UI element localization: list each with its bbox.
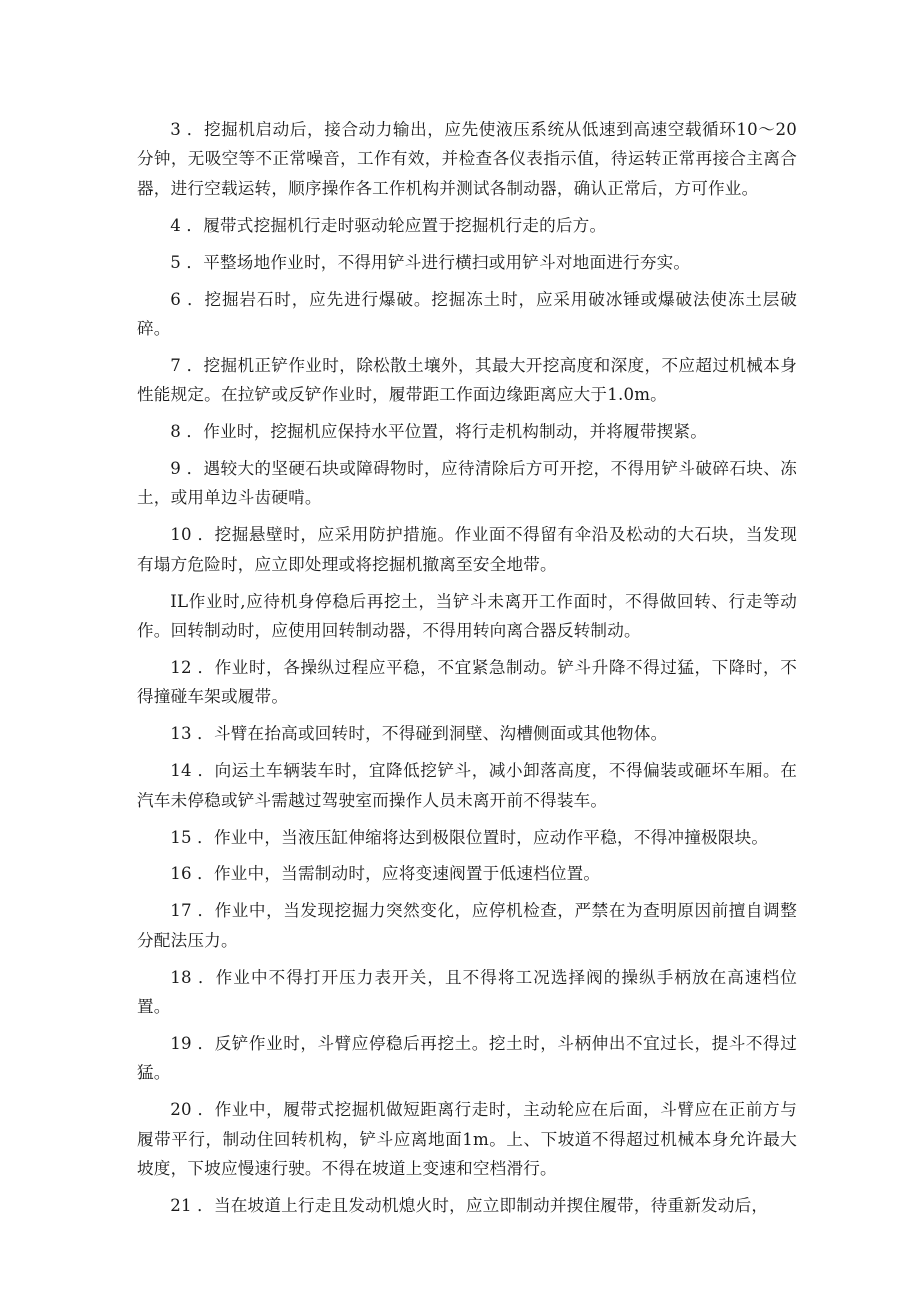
paragraph-item-11: IL作业时,应待机身停稳后再挖土，当铲斗未离开工作面时，不得做回转、行走等动作。回转制动时，应使用回转制动器，不得用转向离合器反转制动。 — [137, 591, 797, 641]
paragraph-item-14: 14 ．向运土车辆装车时，宜降低挖铲斗，减小卸落高度，不得偏装或砸坏车厢。在汽车未停稳或铲斗需越过驾驶室而操作人员未离开前不得装车。 — [137, 761, 797, 810]
paragraph-item-6: 6 ．挖掘岩石时，应先进行爆破。挖掘冻土时，应采用破冰锤或爆破法使冻土层破碎。 — [137, 289, 797, 338]
paragraph-item-15: 15 ．作业中，当液压缸伸缩将达到极限位置时，应动作平稳，不得冲撞极限块。 — [170, 827, 769, 847]
paragraph-item-8: 8 ．作业时，挖掘机应保持水平位置，将行走机构制动，并将履带揳紧。 — [170, 422, 708, 442]
document-body — [137, 115, 797, 1228]
paragraph-item-3: 3 ．挖掘机启动后，接合动力输出，应先使液压系统从低速到高速空载循环10～20分钟，无吸空等不正常噪音，工作有效，并检查各仪表指示值，待运转正常再接合主离合器，进行空载运转，顺序操作各工作机构并测试各制动器，确认正常后，方可作业。 — [137, 120, 797, 198]
paragraph-item-9: 9 ．遇较大的坚硬石块或障碍物时，应待清除后方可开挖，不得用铲斗破碎石块、冻土，或用单边斗齿硬啃。 — [137, 459, 797, 508]
paragraph-item-5: 5 ．平整场地作业时，不得用铲斗进行横扫或用铲斗对地面进行夯实。 — [170, 252, 691, 272]
paragraph-item-7: 7 ．挖掘机正铲作业时，除松散土壤外，其最大开挖高度和深度，不应超过机械本身性能规定。在拉铲或反铲作业时，履带距工作面边缘距离应大于1.0m。 — [137, 355, 797, 405]
paragraph-item-10: 10 ．挖掘悬壁时，应采用防护措施。作业面不得留有伞沿及松动的大石块，当发现有塌方危险时，应立即处理或将挖掘机撤离至安全地带。 — [137, 525, 797, 574]
paragraph-item-12: 12 ．作业时，各操纵过程应平稳，不宜紧急制动。铲斗升降不得过猛，下降时，不得撞碰车架或履带。 — [137, 658, 797, 707]
paragraph-item-19: 19 ．反铲作业时，斗臂应停稳后再挖土。挖土时，斗柄伸出不宜过长，提斗不得过猛。 — [137, 1033, 797, 1083]
paragraph-item-17: 17 ．作业中，当发现挖掘力突然变化，应停机检查，严禁在为查明原因前擅自调整分配法压力。 — [137, 901, 797, 950]
paragraph-item-13: 13 ．斗臂在抬高或回转时，不得碰到洞壁、沟槽侧面或其他物体。 — [170, 724, 668, 744]
paragraph-item-4: 4 ．履带式挖掘机行走时驱动轮应置于挖掘机行走的后方。 — [170, 215, 607, 235]
paragraph-item-18: 18 ．作业中不得打开压力表开关，且不得将工况选择阀的操纵手柄放在高速档位置。 — [137, 967, 797, 1017]
paragraph-item-20: 20 ．作业中，履带式挖掘机做短距离行走时，主动轮应在后面，斗臂应在正前方与履带平行，制动住回转机构，铲斗应离地面1m。上、下坡道不得超过机械本身允许最大坡度，下坡应慢速行驶。不得在坡道上变速和空档滑行。 — [137, 1100, 797, 1179]
paragraph-item-16: 16 ．作业中，当需制动时，应将变速阀置于低速档位置。 — [170, 864, 601, 884]
paragraph-item-21: 21 ．当在坡道上行走且发动机熄火时，应立即制动并揳住履带，待重新发动后， — [170, 1196, 769, 1215]
